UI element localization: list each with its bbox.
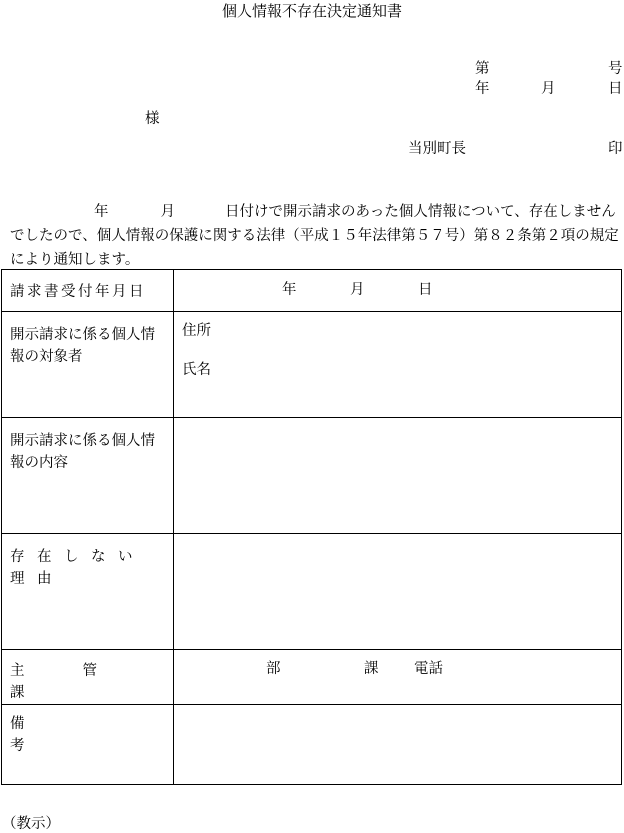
issuer-seal: 印 xyxy=(608,141,623,157)
body-year: 年 xyxy=(94,204,109,220)
address-label: 住所 xyxy=(182,323,211,339)
table-row xyxy=(2,534,622,650)
content-cell[interactable] xyxy=(174,418,622,534)
instruction-footer: （教示） xyxy=(2,816,60,832)
name-label: 氏名 xyxy=(182,362,211,378)
label-content: 開示請求に係る個人情報の内容 xyxy=(10,433,155,471)
notice-table xyxy=(1,269,622,785)
dept-label: 部 xyxy=(266,661,281,677)
notice-body xyxy=(10,200,622,272)
number-suffix: 号 xyxy=(608,61,623,77)
table-row xyxy=(2,312,622,418)
label-department: 主管課 xyxy=(10,663,155,701)
label-receipt-date: 請求書受付年月日 xyxy=(10,284,146,300)
issuer-name: 当別町長 xyxy=(408,141,466,157)
body-text: 日付けで開示請求のあった個人情報について、存在しませんでしたので、個人情報の保護に関する法律（平成１５年法律第５７号）第８２条第２項の規定により通知します。 xyxy=(10,204,619,268)
table-row xyxy=(2,418,622,534)
section-label: 課 xyxy=(364,661,379,677)
label-remarks: 備考 xyxy=(10,716,153,754)
issue-date-year: 年 xyxy=(475,81,490,97)
label-reason: 存在しない理由 xyxy=(10,549,145,587)
receipt-day: 日 xyxy=(418,282,433,298)
issue-date-day: 日 xyxy=(608,81,623,97)
phone-label: 電話 xyxy=(414,661,443,677)
label-subject: 開示請求に係る個人情報の対象者 xyxy=(10,327,155,365)
document-title: 個人情報不存在決定通知書 xyxy=(221,2,402,20)
receipt-year: 年 xyxy=(282,282,297,298)
number-prefix: 第 xyxy=(475,61,490,77)
addressee-suffix: 様 xyxy=(145,111,160,127)
issue-date-month: 月 xyxy=(541,81,556,97)
receipt-month: 月 xyxy=(350,282,365,298)
reason-cell[interactable] xyxy=(174,534,622,650)
remarks-cell[interactable] xyxy=(174,705,622,785)
table-row xyxy=(2,705,622,785)
table-row xyxy=(2,270,622,312)
body-month: 月 xyxy=(160,204,175,220)
table-row xyxy=(2,650,622,705)
